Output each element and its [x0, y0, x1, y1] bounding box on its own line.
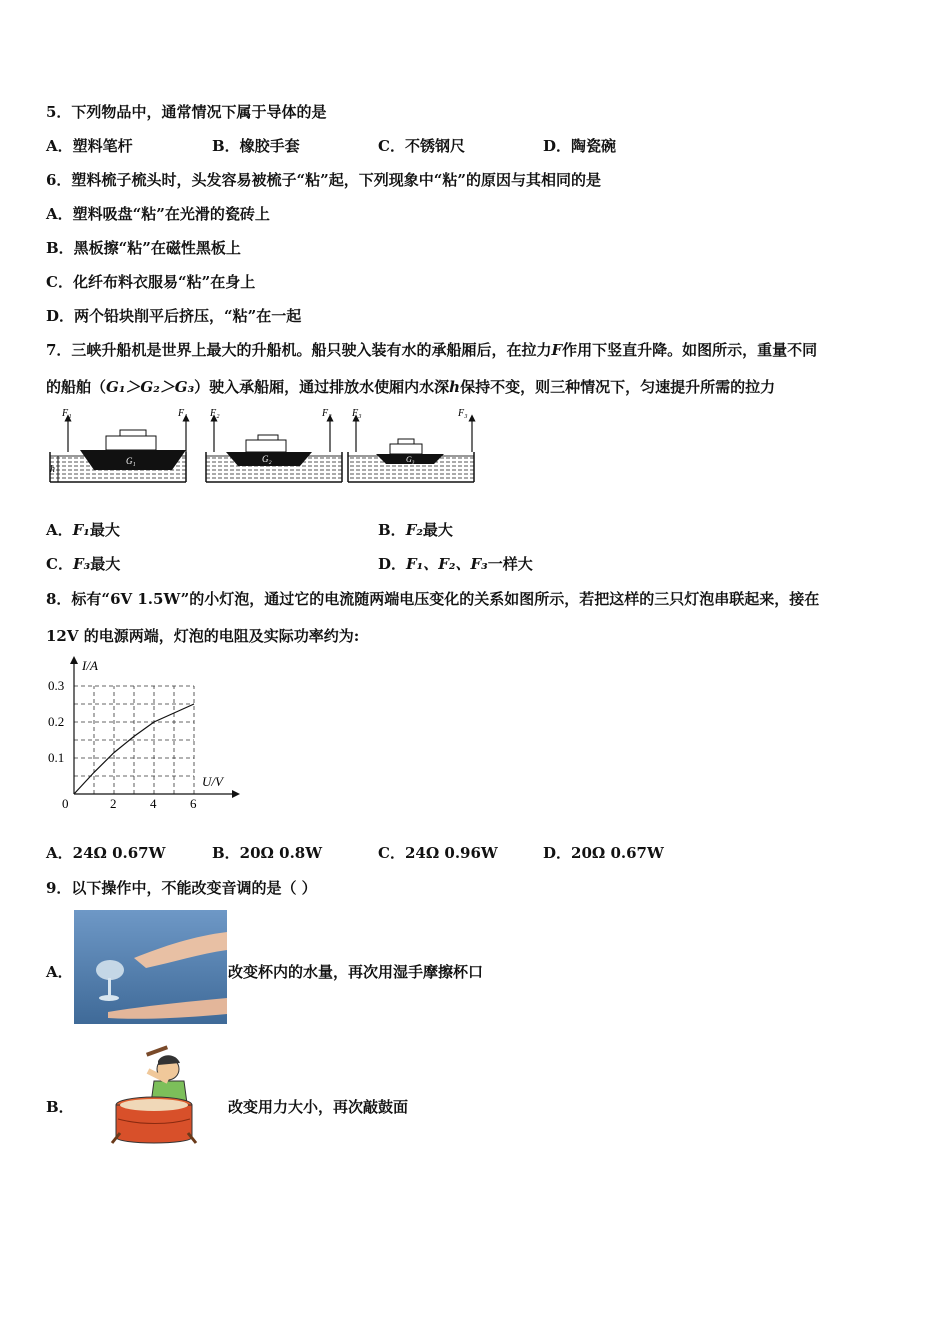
q7-option-c — [46, 554, 120, 574]
q8-stem-line1: 8．标有“6V 1.5W”的小灯泡，通过它的电流随两端电压变化的关系如图所示，若把这样的三只灯泡串联起来，接在 — [46, 590, 820, 608]
option-prefix: D． — [378, 555, 407, 573]
q7-stem-text: 7．三峡升船机是世界上最大的升船机。船只驶入装有水的承船厢后，在拉力 — [46, 341, 552, 359]
q5-option-b: B．橡胶手套 — [212, 137, 300, 155]
chamber-3 — [348, 408, 474, 482]
y-tick-label: 0.2 — [48, 714, 65, 729]
q7-weight-relation: G₁＞G₂＞G₃ — [106, 378, 195, 396]
option-suffix: 最大 — [89, 521, 120, 539]
chamber-1 — [50, 408, 188, 482]
q8-option-d: D．20Ω 0.67W — [543, 844, 664, 862]
q7-option-b — [378, 520, 453, 540]
option-suffix: 最大 — [422, 521, 453, 539]
q5-option-c: C．不锈钢尺 — [378, 137, 465, 155]
option-prefix: A． — [46, 521, 73, 539]
q9-option-b-label: B． — [46, 1098, 74, 1116]
q8-stem-line2: 12V 的电源两端，灯泡的电阻及实际功率约为: — [46, 627, 360, 645]
q9-option-a-label: A． — [46, 963, 73, 981]
boat-label: G₁ — [126, 456, 136, 466]
y-tick-label: 0.3 — [48, 678, 65, 693]
origin-label: 0 — [62, 796, 69, 811]
option-var: F₃ — [72, 555, 91, 573]
force-label: F₁ — [178, 408, 188, 419]
chamber-2 — [206, 408, 342, 482]
option-var: F₁ — [72, 521, 90, 539]
x-tick-label: 6 — [190, 796, 197, 811]
force-label: F₂ — [210, 408, 220, 419]
q7-stem-line2 — [46, 377, 775, 397]
option-prefix: C． — [46, 555, 73, 573]
q6-option-d: D．两个铅块削平后挤压，“粘”在一起 — [46, 307, 302, 325]
q8-option-a: A．24Ω 0.67W — [46, 844, 166, 862]
force-label: F₃ — [352, 408, 362, 419]
option-var: F₁、F₂、F₃ — [406, 555, 488, 573]
option-var: F₂ — [405, 521, 423, 539]
q6-option-c: C．化纤布料衣服易“粘”在身上 — [46, 273, 256, 291]
q6-option-b: B．黑板擦“粘”在磁性黑板上 — [46, 239, 241, 257]
option-prefix: B． — [378, 521, 406, 539]
option-suffix: 一样大 — [487, 555, 533, 573]
q6-option-a: A．塑料吸盘“粘”在光滑的瓷砖上 — [46, 205, 270, 223]
q7-stem-text: 保持不变，则三种情况下，匀速提升所需的拉力 — [460, 378, 776, 396]
option-suffix: 最大 — [90, 555, 121, 573]
y-tick-label: 0.1 — [48, 750, 65, 765]
ship-lift-figure — [44, 408, 480, 488]
q7-option-d — [378, 554, 533, 574]
q7-stem-text: 的船舶（ — [46, 378, 107, 396]
q9-option-b-text: 改变用力大小，再次敲鼓面 — [228, 1098, 409, 1116]
x-axis-arrow — [232, 790, 240, 798]
force-label: F₁ — [62, 408, 72, 419]
wineglass-photo — [74, 910, 227, 1024]
q7-option-a — [46, 520, 120, 540]
y-axis-arrow — [70, 656, 78, 664]
q9-stem: 9．以下操作中，不能改变音调的是（ ） — [46, 879, 317, 897]
force-label: F₃ — [458, 408, 468, 419]
drum-cartoon — [110, 1045, 206, 1151]
q9-option-a-text: 改变杯内的水量，再次用湿手摩擦杯口 — [228, 963, 484, 981]
force-label: F₂ — [322, 408, 332, 419]
q7-force-var: F — [551, 341, 563, 359]
iu-chart — [44, 656, 244, 816]
q7-depth-var: h — [449, 378, 461, 396]
boat-label: G₃ — [406, 455, 415, 464]
q8-option-c: C．24Ω 0.96W — [378, 844, 498, 862]
q8-option-b: B．20Ω 0.8W — [212, 844, 323, 862]
boat-label: G₂ — [262, 454, 272, 464]
q5-stem: 5．下列物品中，通常情况下属于导体的是 — [46, 103, 327, 121]
q7-stem-text: ）驶入承船厢，通过排放水使厢内水深 — [194, 378, 450, 396]
x-axis-label: U/V — [202, 774, 223, 789]
q7-stem-text: 作用下竖直升降。如图所示，重量不同 — [562, 341, 818, 359]
q7-stem-line1 — [46, 340, 817, 360]
y-axis-label: I/A — [82, 658, 98, 673]
depth-label: h — [50, 464, 55, 475]
q6-stem: 6．塑料梳子梳头时，头发容易被梳子“粘”起，下列现象中“粘”的原因与其相同的是 — [46, 171, 601, 189]
x-tick-label: 4 — [150, 796, 157, 811]
q5-option-d: D．陶瓷碗 — [543, 137, 617, 155]
q5-option-a: A．塑料笔杆 — [46, 137, 133, 155]
x-tick-label: 2 — [110, 796, 117, 811]
